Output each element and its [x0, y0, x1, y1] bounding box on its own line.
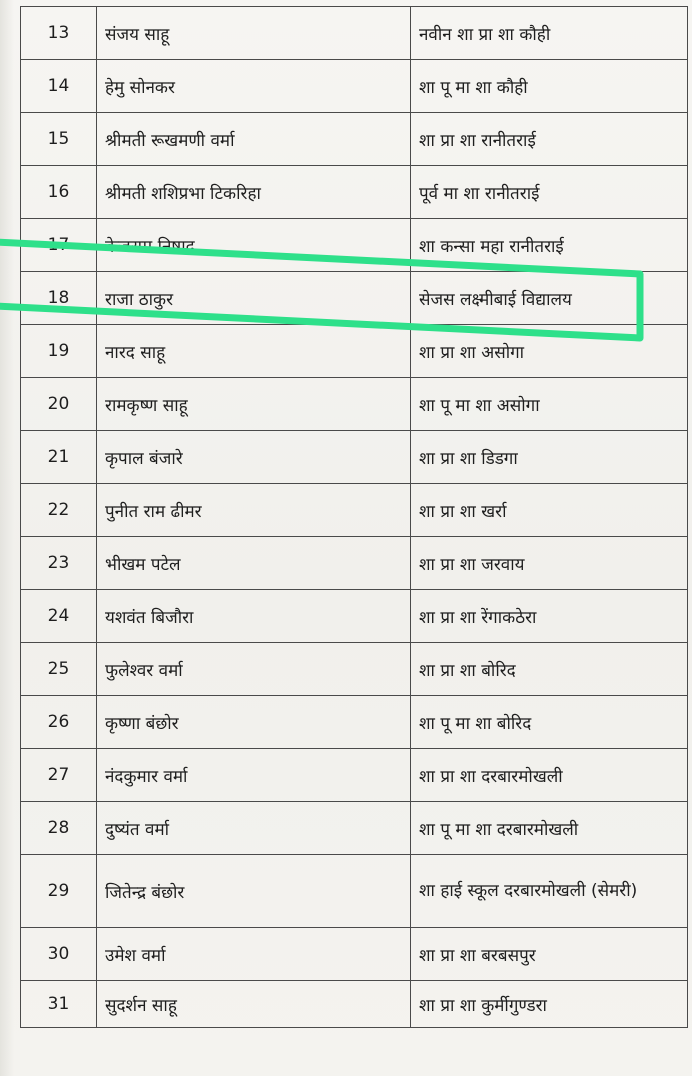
table-row	[21, 590, 688, 643]
table-row	[21, 643, 688, 696]
school-name: शा प्रा शा खर्रा	[411, 484, 688, 537]
row-number: 15	[21, 113, 97, 166]
table-row	[21, 7, 688, 60]
row-number: 20	[21, 378, 97, 431]
school-name: शा पू मा शा दरबारमोखली	[411, 802, 688, 855]
school-name: शा पू मा शा बोरिद	[411, 696, 688, 749]
row-number: 30	[21, 928, 97, 981]
school-name: पूर्व मा शा रानीतराई	[411, 166, 688, 219]
school-name: शा प्रा शा जरवाय	[411, 537, 688, 590]
table-row	[21, 537, 688, 590]
staff-name: रामकृष्ण साहू	[97, 378, 411, 431]
school-name: शा प्रा शा बोरिद	[411, 643, 688, 696]
staff-name: हेमु सोनकर	[97, 60, 411, 113]
table-row	[21, 113, 688, 166]
table-row	[21, 981, 688, 1028]
row-number: 29	[21, 855, 97, 928]
table-row	[21, 802, 688, 855]
table-row	[21, 749, 688, 802]
staff-name: नंदकुमार वर्मा	[97, 749, 411, 802]
staff-name: जितेन्द्र बंछोर	[97, 855, 411, 928]
table-row	[21, 325, 688, 378]
table-row	[21, 855, 688, 928]
school-name: नवीन शा प्रा शा कौही	[411, 7, 688, 60]
school-name: शा प्रा शा डिडगा	[411, 431, 688, 484]
staff-name: कृपाल बंजारे	[97, 431, 411, 484]
staff-name: पुनीत राम ढीमर	[97, 484, 411, 537]
row-number: 21	[21, 431, 97, 484]
staff-name: केजराम निषाद	[97, 219, 411, 272]
school-name: शा प्रा शा असोगा	[411, 325, 688, 378]
row-number: 17	[21, 219, 97, 272]
row-number: 23	[21, 537, 97, 590]
staff-name: कृष्णा बंछोर	[97, 696, 411, 749]
table-row	[21, 166, 688, 219]
row-number: 14	[21, 60, 97, 113]
row-number: 24	[21, 590, 97, 643]
staff-name: संजय साहू	[97, 7, 411, 60]
staff-name: श्रीमती शशिप्रभा टिकरिहा	[97, 166, 411, 219]
table-row	[21, 378, 688, 431]
page-edge-shadow	[0, 0, 14, 1076]
staff-name: राजा ठाकुर	[97, 272, 411, 325]
table-row	[21, 431, 688, 484]
table-row	[21, 272, 688, 325]
row-number: 19	[21, 325, 97, 378]
table-row	[21, 484, 688, 537]
school-name: शा प्रा शा बरबसपुर	[411, 928, 688, 981]
staff-name: श्रीमती रूखमणी वर्मा	[97, 113, 411, 166]
staff-name: फुलेश्वर वर्मा	[97, 643, 411, 696]
staff-name: नारद साहू	[97, 325, 411, 378]
row-number: 25	[21, 643, 97, 696]
row-number: 26	[21, 696, 97, 749]
row-number: 31	[21, 981, 97, 1028]
school-name: शा प्रा शा रेंगाकठेरा	[411, 590, 688, 643]
table-row	[21, 60, 688, 113]
table-row	[21, 696, 688, 749]
staff-name: दुष्यंत वर्मा	[97, 802, 411, 855]
row-number: 13	[21, 7, 97, 60]
school-name: शा प्रा शा रानीतराई	[411, 113, 688, 166]
school-name: शा कन्सा महा रानीतराई	[411, 219, 688, 272]
staff-school-table	[20, 6, 688, 1028]
school-name: शा प्रा शा दरबारमोखली	[411, 749, 688, 802]
school-name: सेजस लक्ष्मीबाई विद्यालय	[411, 272, 688, 325]
staff-name: उमेश वर्मा	[97, 928, 411, 981]
row-number: 28	[21, 802, 97, 855]
school-name: शा पू मा शा असोगा	[411, 378, 688, 431]
staff-name: सुदर्शन साहू	[97, 981, 411, 1028]
row-number: 16	[21, 166, 97, 219]
school-name: शा हाई स्कूल दरबारमोखली (सेमरी)	[411, 855, 688, 928]
staff-name: भीखम पटेल	[97, 537, 411, 590]
school-name: शा प्रा शा कुर्मीगुण्डरा	[411, 981, 688, 1028]
staff-name: यशवंत बिजौरा	[97, 590, 411, 643]
row-number: 18	[21, 272, 97, 325]
row-number: 27	[21, 749, 97, 802]
table-row	[21, 219, 688, 272]
row-number: 22	[21, 484, 97, 537]
table-row	[21, 928, 688, 981]
school-name: शा पू मा शा कौही	[411, 60, 688, 113]
